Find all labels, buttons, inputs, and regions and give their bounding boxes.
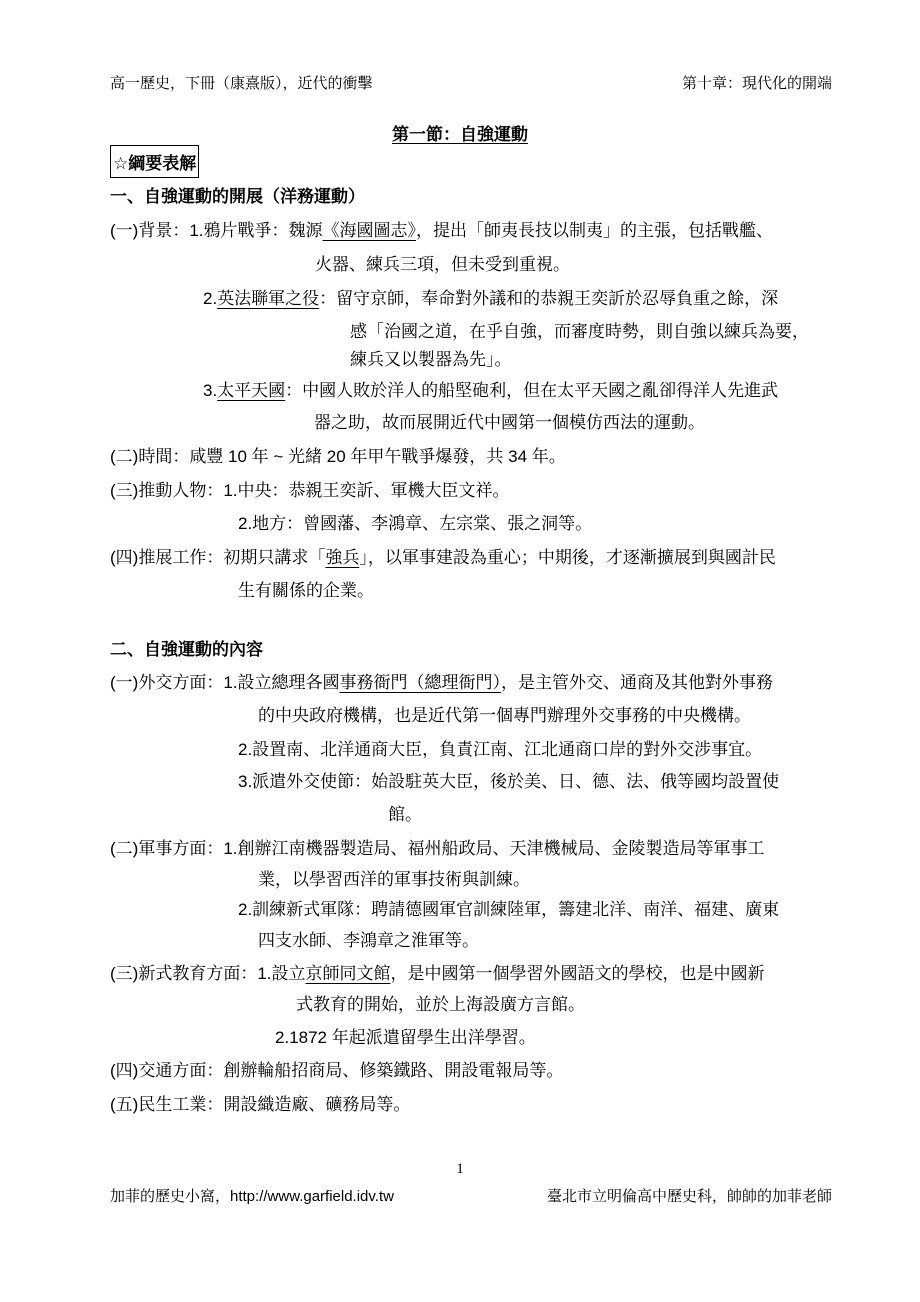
text-segment: (四)推展工作：初期只講求「 [110, 548, 326, 567]
text-line [296, 990, 585, 1015]
text-line [110, 959, 765, 984]
text-segment: 生有關係的企業。 [238, 581, 374, 600]
text-segment: 業，以學習西洋的軍事技術與訓練。 [258, 870, 530, 889]
text-line [110, 1056, 563, 1081]
text-line [203, 284, 778, 309]
text-segment: 的中央政府機構，也是近代第一個專門辦理外交事務的中央機構。 [258, 706, 751, 725]
text-segment: ，是中國第一個學習外國語文的學校，也是中國新 [390, 964, 765, 983]
underlined-term: 強兵 [325, 548, 360, 567]
section-title-text: 第一節：自強運動 [392, 125, 528, 144]
text-segment: 2.訓練新式軍隊：聘請德國軍官訓練陸軍，籌建北洋、南洋、福建、廣東 [238, 900, 780, 919]
text-segment: 四支水師、李鴻章之淮軍等。 [258, 931, 479, 950]
text-line [110, 442, 566, 467]
text-line [238, 576, 374, 601]
text-line [238, 509, 592, 534]
text-segment: 練兵又以製器為先」。 [350, 350, 512, 369]
section-title [0, 120, 920, 145]
text-line [110, 543, 776, 568]
text-segment: (二)軍事方面：1.創辦江南機器製造局、福州船政局、天津機械局、金陵製造局等軍事工 [110, 839, 765, 858]
text-segment: (三)新式教育方面：1.設立 [110, 964, 306, 983]
text-segment: 2.地方：曾國藩、李鴻章、左宗棠、張之洞等。 [238, 514, 593, 533]
page-number: 1 [456, 1161, 464, 1177]
text-segment: 2.設置南、北洋通商大臣，負責江南、江北通商口岸的對外交涉事宜。 [238, 740, 763, 759]
underlined-term: 《海國圖志》 [322, 221, 416, 240]
text-line [258, 926, 479, 951]
text-line [110, 476, 510, 501]
text-segment: 一、自強運動的開展（洋務運動） [110, 187, 365, 206]
text-segment: 3. [203, 381, 218, 400]
underlined-term: 英法聯軍之役 [217, 289, 320, 308]
text-line [258, 865, 530, 890]
text-line [258, 701, 751, 726]
underlined-term: 太平天國 [217, 381, 286, 400]
underlined-term: 京師同文館 [305, 964, 391, 983]
text-segment: 2. [203, 289, 218, 308]
text-segment: 3.派遣外交使節：始設駐英大臣，後於美、日、德、法、俄等國均設置使 [238, 772, 780, 791]
section-heading [110, 182, 365, 207]
text-segment: (五)民生工業：開設織造廠、礦務局等。 [110, 1095, 411, 1114]
outline-box: ☆綱要表解 [110, 145, 199, 178]
text-line [110, 834, 765, 859]
text-segment: (一)背景：1.鴉片戰爭：魏源 [110, 221, 323, 240]
footer-left: 加菲的歷史小窩，http://www.garfield.idv.tw [110, 1188, 394, 1205]
text-segment: ，提出「師夷長技以制夷」的主張，包括戰艦、 [416, 221, 773, 240]
text-line [203, 376, 778, 401]
text-line [110, 1090, 410, 1115]
text-segment: (一)外交方面：1.設立總理各國 [110, 673, 340, 692]
text-segment: ：留守京師，奉命對外議和的恭親王奕訢於忍辱負重之餘，深 [319, 289, 779, 308]
text-line [238, 895, 779, 920]
text-segment: 館。 [388, 805, 422, 824]
text-segment: ，是主管外交、通商及其他對外事務 [501, 673, 773, 692]
text-segment: 二、自強運動的內容 [110, 640, 263, 659]
text-line [350, 345, 512, 370]
footer-right: 臺北市立明倫高中歷史科，帥帥的加菲老師 [546, 1188, 832, 1205]
text-segment: 感「治國之道，在乎自強，而審度時勢，則自強以練兵為要， [350, 322, 809, 341]
text-line [388, 800, 422, 825]
underlined-term: 事務衙門（總理衙門） [339, 673, 501, 692]
text-segment: ：中國人敗於洋人的船堅砲利，但在太平天國之亂卻得洋人先進武 [285, 381, 779, 400]
text-segment: 」，以軍事建設為重心；中期後，才逐漸擴展到與國計民 [359, 548, 776, 567]
text-line [110, 668, 773, 693]
header-left: 高一歷史，下冊（康熹版），近代的衝擊 [110, 75, 373, 92]
text-segment: 器之助，故而展開近代中國第一個模仿西法的運動。 [314, 413, 705, 432]
text-segment: (二)時間：咸豐 10 年 ~ 光緒 20 年甲午戰爭爆發，共 34 年。 [110, 447, 566, 466]
text-line [238, 767, 779, 792]
text-segment: (四)交通方面：創辦輪船招商局、修築鐵路、開設電報局等。 [110, 1061, 564, 1080]
section-heading [110, 635, 263, 660]
text-line [110, 216, 773, 241]
text-segment: 火器、練兵三項，但未受到重視。 [315, 255, 570, 274]
text-segment: (三)推動人物：1.中央：恭親王奕訢、軍機大臣文祥。 [110, 481, 510, 500]
text-segment: 式教育的開始，並於上海設廣方言館。 [296, 995, 585, 1014]
header-right: 第十章：現代化的開端 [681, 75, 832, 92]
text-line [315, 250, 570, 275]
text-line [238, 735, 762, 760]
text-line [314, 408, 705, 433]
text-segment: 2.1872 年起派遣留學生出洋學習。 [275, 1028, 536, 1047]
text-line [275, 1023, 536, 1048]
text-line [350, 317, 809, 342]
